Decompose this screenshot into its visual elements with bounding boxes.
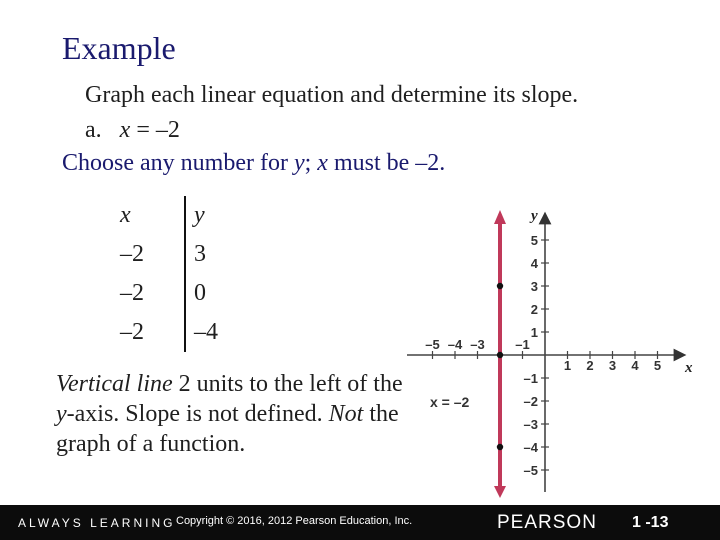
instruction-text: Graph each linear equation and determine its slope. bbox=[85, 82, 579, 108]
table-cell: –4 bbox=[194, 319, 218, 345]
data-point bbox=[497, 444, 503, 450]
table-row bbox=[112, 235, 250, 274]
table-header-row bbox=[112, 196, 250, 235]
y-tick-label: –2 bbox=[523, 394, 538, 409]
line-equation-text: x = –2 bbox=[430, 394, 470, 410]
footer-brand-logo: PEARSON bbox=[497, 512, 597, 533]
y-tick-label: –1 bbox=[523, 371, 538, 386]
x-tick-label: –3 bbox=[470, 337, 485, 352]
x-tick-label: 5 bbox=[653, 358, 662, 373]
table-row bbox=[112, 313, 250, 352]
y-tick-label: 2 bbox=[530, 302, 538, 317]
description-part: 2 units to the left of the bbox=[172, 371, 403, 397]
table-header-label: x bbox=[120, 202, 131, 228]
description-part: -axis. Slope is not defined. bbox=[66, 401, 329, 427]
y-tick-label: –4 bbox=[523, 440, 538, 455]
description-text bbox=[56, 369, 411, 459]
description-emphasis: Not bbox=[328, 401, 364, 427]
line-equation-label bbox=[430, 394, 470, 410]
table-cell: –2 bbox=[112, 274, 185, 313]
description-part: the graph of a function. bbox=[56, 401, 399, 457]
page-number: 1 -13 bbox=[632, 514, 669, 531]
table-header-label: y bbox=[194, 202, 205, 228]
y-tick-label: 4 bbox=[530, 256, 538, 271]
table-cell: –2 bbox=[112, 313, 185, 352]
coordinate-graph bbox=[405, 200, 705, 500]
part-equation-rest: = –2 bbox=[130, 117, 180, 143]
slide-title: Example bbox=[62, 30, 176, 66]
x-tick-label: –5 bbox=[425, 337, 440, 352]
part-a bbox=[85, 117, 180, 144]
x-axis-label: x bbox=[685, 360, 693, 376]
x-tick-label: –4 bbox=[447, 337, 463, 352]
y-tick-label: 3 bbox=[530, 279, 538, 294]
table-row bbox=[112, 274, 250, 313]
footer-copyright: Copyright © 2016, 2012 Pearson Education, Inc. bbox=[176, 515, 413, 527]
table-header-x bbox=[112, 196, 185, 235]
data-point bbox=[497, 352, 503, 358]
x-tick-label: 4 bbox=[631, 358, 639, 373]
choose-text bbox=[62, 150, 445, 177]
part-variable: x bbox=[119, 117, 131, 143]
y-tick-label: –3 bbox=[523, 417, 538, 432]
value-table bbox=[112, 196, 250, 352]
choose-variable-y: y bbox=[293, 150, 305, 176]
x-tick-label: 1 bbox=[563, 358, 572, 373]
description-emphasis: y bbox=[56, 401, 67, 427]
description-emphasis: Vertical line bbox=[56, 371, 173, 397]
axes-group bbox=[407, 218, 680, 492]
line-arrow-up bbox=[494, 210, 506, 224]
y-tick-label: 1 bbox=[530, 325, 538, 340]
choose-text-part: ; bbox=[304, 150, 318, 176]
line-arrow-down bbox=[494, 486, 506, 498]
table-cell: –2 bbox=[112, 235, 185, 274]
x-tick-label: 2 bbox=[586, 358, 594, 373]
y-axis-label: y bbox=[531, 208, 538, 224]
y-tick-label: 5 bbox=[530, 233, 538, 248]
data-point bbox=[497, 283, 503, 289]
choose-text-part: must be –2. bbox=[327, 150, 446, 176]
y-tick-label: –5 bbox=[523, 463, 538, 478]
table-cell: 3 bbox=[194, 241, 206, 267]
x-tick-label: –1 bbox=[515, 337, 530, 352]
choose-variable-x: x bbox=[317, 150, 328, 176]
table-header-y bbox=[185, 196, 250, 235]
table-cell: 0 bbox=[194, 280, 206, 306]
choose-text-part: Choose any number for bbox=[62, 150, 294, 176]
x-tick-label: 3 bbox=[608, 358, 617, 373]
footer-tagline: ALWAYS LEARNING bbox=[18, 516, 176, 530]
part-label: a. bbox=[85, 117, 102, 143]
